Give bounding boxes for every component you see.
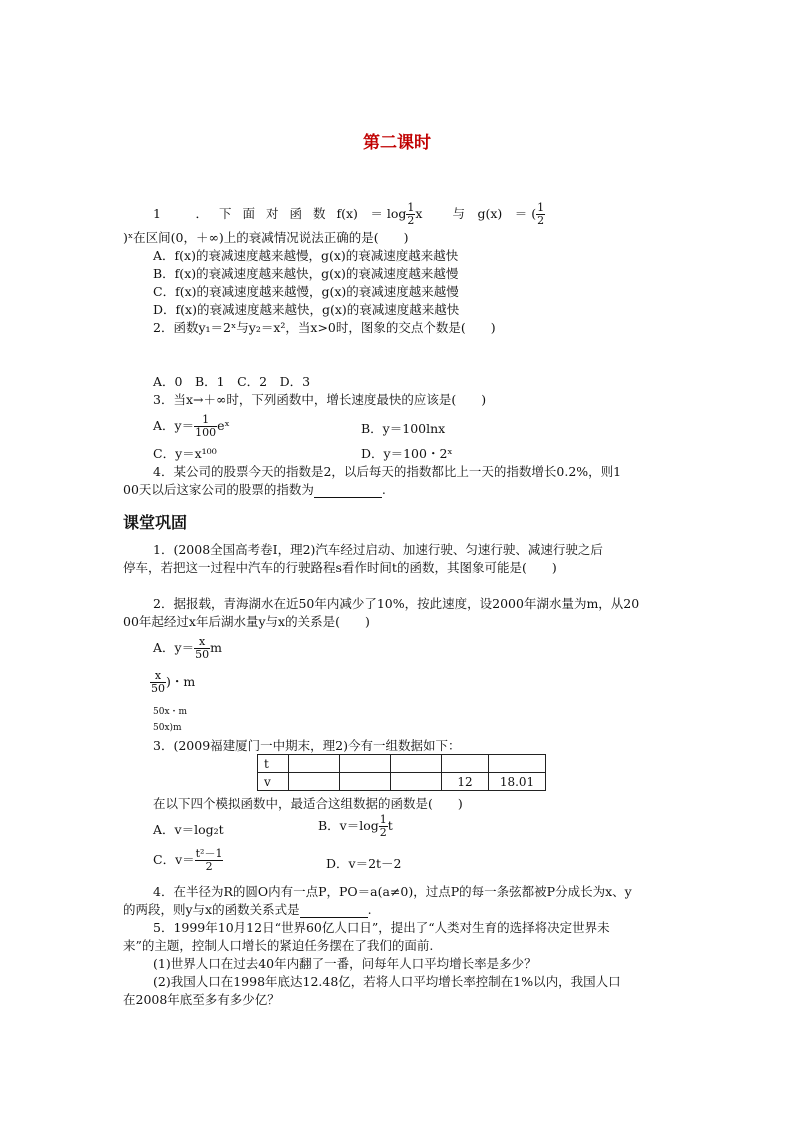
fraction-numerator: x <box>194 636 210 649</box>
table-cell <box>442 755 489 773</box>
q4-line2 <box>123 482 386 498</box>
p3-b-tail: t <box>387 818 393 833</box>
q1-gx: 与 g(x) ＝ ( <box>452 206 537 221</box>
p2-a-prefix: A．y＝ <box>153 640 195 655</box>
p3-b-prefix: B．v＝log <box>318 818 379 833</box>
table-cell: v <box>258 773 289 791</box>
fraction-denominator: 50 <box>195 648 210 661</box>
q1-option-b: B．f(x)的衰减速度越来越快，g(x)的衰减速度越来越慢 <box>153 266 459 281</box>
table-cell: 12 <box>442 773 489 791</box>
table-cell <box>340 755 391 773</box>
q1-fx-tail: x <box>415 206 423 221</box>
p3-option-b <box>318 814 393 839</box>
q3-option-b: B．y＝100lnx <box>361 421 446 436</box>
q3-text: 3．当x→＋∞时，下列函数中，增长速度最快的应该是( ) <box>153 392 487 407</box>
q3-a-tail: eˣ <box>217 418 230 433</box>
table-cell <box>289 755 340 773</box>
page-title: 第二课时 <box>363 133 431 153</box>
data-table <box>257 754 546 791</box>
fraction-numerator: 1 <box>537 201 545 214</box>
p5-sub2-line1: (2)我国人口在1998年底达12.48亿，若将人口平均增长率控制在1%以内，我国人口 <box>153 974 621 989</box>
p2-b-fraction <box>150 670 166 695</box>
p5-line2: 来”的主题，控制人口增长的紧迫任务摆在了我们的面前. <box>123 938 434 953</box>
fraction-numerator: 1 <box>407 201 415 214</box>
p3-b-fraction <box>379 814 388 839</box>
p2-b-tail: )・m <box>166 674 196 689</box>
q1-option-d: D．f(x)的衰减速度越来越快，g(x)的衰减速度越来越快 <box>153 302 460 317</box>
q4-line2-end: . <box>381 482 386 497</box>
table-cell: t <box>258 755 289 773</box>
answer-blank[interactable] <box>314 485 382 498</box>
p2-option-a <box>153 636 222 661</box>
q4-line1: 4．某公司的股票今天的指数是2，以后每天的指数都比上一天的指数增长0.2%，则1 <box>153 464 622 479</box>
q3-a-prefix: A．y＝ <box>153 418 195 433</box>
p2-a-tail: m <box>210 640 222 655</box>
p1-line1: 1．(2008全国高考卷Ⅰ，理2)汽车经过启动、加速行驶、匀速行驶、减速行驶之后 <box>153 542 603 557</box>
section-heading: 课堂巩固 <box>123 513 188 532</box>
p5-sub2-line2: 在2008年底至多有多少亿？ <box>123 992 280 1007</box>
fraction-numerator: 1 <box>194 414 217 427</box>
q1-option-c: C．f(x)的衰减速度越来越慢，g(x)的衰减速度越来越慢 <box>153 284 459 299</box>
fraction-denominator: 2 <box>407 214 415 227</box>
p2-option-c: 50x・m <box>153 707 188 717</box>
p3-option-d: D．v＝2t－2 <box>326 856 402 871</box>
p3-line1: 3．(2009福建厦门一中期末，理2)今有一组数据如下： <box>153 738 461 753</box>
p2-a-fraction <box>194 636 210 661</box>
p3-c-fraction <box>195 848 224 873</box>
p2-line1: 2．据报载，青海湖水在近50年内减少了10%，按此速度，设2000年湖水量为m，从20 <box>153 596 640 611</box>
p2-line2: 00年起经过x年后湖水量y与x的关系是( ) <box>123 614 370 629</box>
q2-text: 2．函数y₁＝2ˣ与y₂＝x²，当x>0时，图象的交点个数是( ) <box>153 320 496 335</box>
q2-options: A．0 B．1 C．2 D．3 <box>153 374 311 389</box>
p2-option-d: 50x)m <box>153 723 182 733</box>
fraction-denominator: 2 <box>205 860 213 873</box>
table-cell <box>489 755 546 773</box>
fraction-denominator: 2 <box>379 826 387 839</box>
table-cell <box>391 755 442 773</box>
fraction-numerator: 1 <box>379 813 387 826</box>
q3-option-c: C．y＝x¹⁰⁰ <box>153 446 217 461</box>
q1-line2: )ˣ在区间(0，＋∞)上的衰减情况说法正确的是( ) <box>123 230 409 245</box>
q1-g-fraction <box>536 202 545 227</box>
fraction-denominator: 50 <box>151 682 165 695</box>
p4-line1: 4．在半径为R的圆O内有一点P，PO＝a(a≠0)，过点P的每一条弦都被P分成长为x、y <box>153 884 632 899</box>
table-cell <box>289 773 340 791</box>
q3-option-d: D．y＝100・2ˣ <box>361 446 453 461</box>
p5-line1: 5．1999年10月12日“世界60亿人口日”，提出了“人类对生育的选择将决定世界未 <box>153 920 610 935</box>
q3-option-a <box>153 414 230 439</box>
p4-line2-text: 的两段，则y与x的函数关系式是 <box>123 902 300 917</box>
q4-line2-text: 00天以后这家公司的股票的指数为 <box>123 482 314 497</box>
answer-blank[interactable] <box>300 905 368 918</box>
fraction-numerator: t²－1 <box>195 847 223 860</box>
p3-line2: 在以下四个模拟函数中，最适合这组数据的函数是( ) <box>153 796 463 811</box>
q1-option-a: A．f(x)的衰减速度越来越慢，g(x)的衰减速度越来越快 <box>153 248 459 263</box>
q1-line1 <box>153 202 545 227</box>
table-cell: 18.01 <box>489 773 546 791</box>
table-row <box>258 773 546 791</box>
q1-fx: f(x) ＝ log <box>336 206 407 221</box>
p3-option-a: A．v＝log₂t <box>153 822 224 837</box>
fraction-numerator: x <box>150 670 166 683</box>
q3-a-fraction <box>194 414 217 439</box>
p1-line2: 停车，若把这一过程中汽车的行驶路程s看作时间t的函数，其图象可能是( ) <box>123 560 557 575</box>
table-row <box>258 755 546 773</box>
fraction-denominator: 2 <box>537 214 545 227</box>
table-cell <box>391 773 442 791</box>
p5-sub1: (1)世界人口在过去40年内翻了一番，问每年人口平均增长率是多少？ <box>153 956 537 971</box>
p3-c-prefix: C．v＝ <box>153 852 195 867</box>
p4-line2-end: . <box>367 902 372 917</box>
table-cell <box>340 773 391 791</box>
p2-option-b <box>150 670 195 695</box>
p4-line2 <box>123 902 372 918</box>
q1-prefix: 1 ．下面对函数 <box>153 206 337 221</box>
p3-option-c <box>153 848 223 873</box>
fraction-denominator: 100 <box>195 426 217 439</box>
